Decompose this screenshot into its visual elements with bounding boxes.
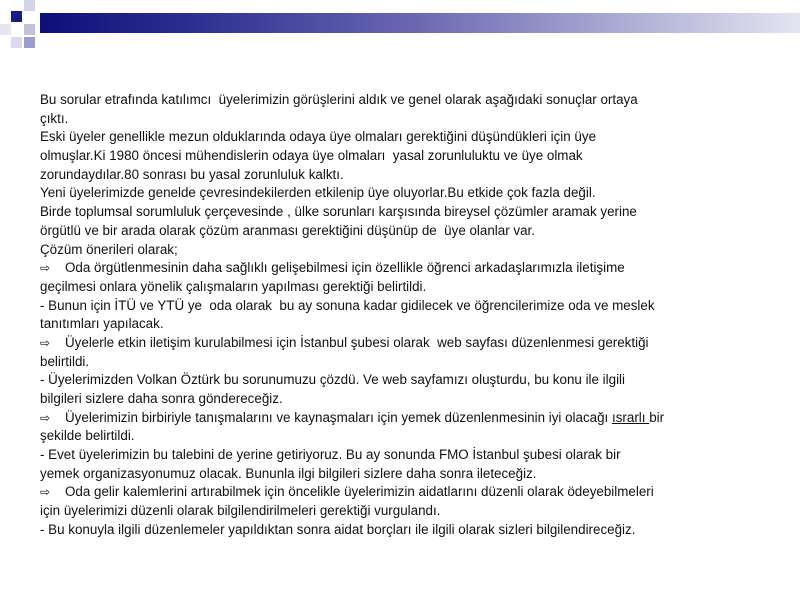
text-line: Çözüm önerileri olarak; [40, 241, 178, 257]
text-span: Üyelerle etkin iletişim kurulabilmesi için İstanbul şubesi olarak web sayfası düzenlenmesi gerektiği [65, 334, 649, 350]
text-line: yemek organizasyonumuz olacak. Bununla ilgi bilgileri sizlere daha sonra ileteceğiz. [40, 465, 537, 481]
hollow-right-arrow-icon: ⇨ [40, 261, 51, 276]
header-square [11, 37, 22, 48]
text-line: çıktı. [40, 110, 69, 126]
text-line: - Evet üyelerimizin bu talebini de yerine getiriyoruz. Bu ay sonunda FMO İstanbul şubesi olarak bir [40, 447, 621, 463]
text-line: Eski üyeler genellikle mezun olduklarında odaya üye olmaları gerektiğini düşündükleri için üye [40, 129, 597, 145]
text-span: Oda örgütlenmesinin daha sağlıklı gelişebilmesi için özellikle öğrenci arkadaşlarımızla iletişime [65, 260, 625, 276]
text-line: Yeni üyelerimizde genelde çevresindekilerden etkilenip üye oluyorlar.Bu etkide çok fazla değil. [40, 185, 596, 201]
text-line: için üyelerimizi düzenli olarak bilgilendirilmeleri gerektiği vurgulandı. [40, 503, 441, 519]
header-square [24, 37, 35, 48]
text-line: Birde toplumsal sorumluluk çerçevesinde , ülke sorunları karşısında bireysel çözümler aramak yerine [40, 204, 637, 220]
bullet-line [40, 409, 775, 428]
text-line: şekilde belirtildi. [40, 428, 135, 444]
text-line: örgütlü ve bir arada olarak çözüm aranması gerektiğini düşünüp de üye olanlar var. [40, 222, 535, 238]
text-line: Bu sorular etrafında katılımcı üyelerimizin görüşlerini aldık ve genel olarak aşağıdaki sonuçlar ortaya [40, 92, 638, 107]
header-square [11, 11, 22, 22]
text-span: Üyelerimizin birbiriyle tanışmalarını ve kaynaşmaları için yemek düzenlenmesinin iyi olacağı [65, 409, 613, 425]
hollow-right-arrow-icon: ⇨ [40, 410, 51, 425]
text-line: bilgileri sizlere daha sonra göndereceğiz. [40, 391, 283, 406]
text-line: zorundaydılar.80 sonrası bu yasal zorunluluk kalktı. [40, 166, 344, 182]
slide-body-text [40, 91, 775, 540]
bullet-line [40, 334, 775, 353]
text-line: geçilmesi onlara yönelik çalışmaların yapılması gerektiği belirtildi. [40, 278, 427, 294]
slide-header-decoration [0, 0, 800, 50]
bullet-line [40, 483, 775, 502]
text-line: tanıtımları yapılacak. [40, 316, 164, 332]
bullet-line [40, 259, 775, 278]
text-line: - Bu konuyla ilgili düzenlemeler yapıldıktan sonra aidat borçları ile ilgili olarak sizleri bilgilendireceğiz. [40, 521, 636, 537]
text-line: - Üyelerimizden Volkan Öztürk bu sorunumuzu çözdü. Ve web sayfamızı oluşturdu, bu konu ile ilgili [40, 372, 626, 388]
header-square [24, 24, 35, 35]
text-span: bir [649, 409, 665, 425]
text-line: - Bunun için İTÜ ve YTÜ ye oda olarak bu ay sonuna kadar gidilecek ve öğrencilerimize oda ve meslek [40, 297, 655, 313]
header-square [24, 0, 35, 11]
header-gradient-bar [40, 13, 800, 33]
hollow-right-arrow-icon: ⇨ [40, 335, 51, 350]
header-square [0, 24, 11, 35]
underlined-word: ısrarlı [612, 409, 650, 425]
text-line: olmuşlar.Ki 1980 öncesi mühendislerin odaya üye olmaları yasal zorunluluktu ve üye olmak [40, 148, 583, 164]
hollow-right-arrow-icon: ⇨ [40, 485, 51, 500]
text-span: Oda gelir kalemlerini artırabilmek için öncelikle üyelerimizin aidatlarını düzenli olarak ödeyebilmeleri [65, 484, 654, 500]
text-line: belirtildi. [40, 353, 90, 369]
